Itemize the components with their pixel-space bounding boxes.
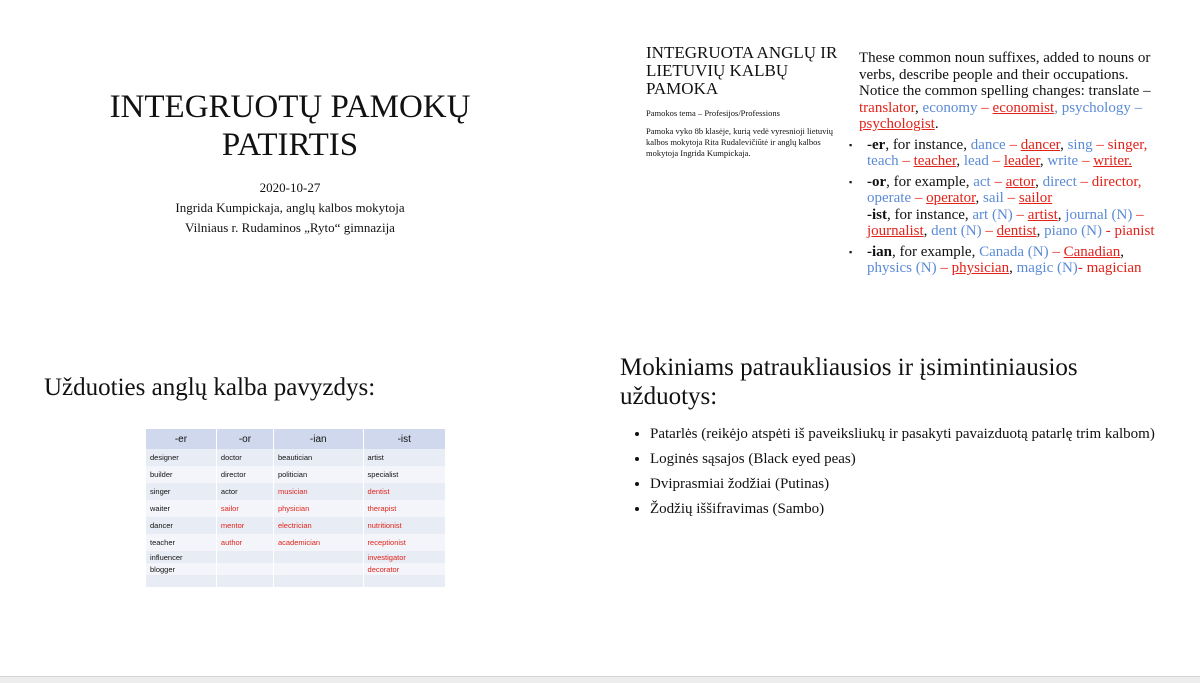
slide-suffixes[interactable] xyxy=(640,42,1160,282)
table-cell: influencer xyxy=(146,551,216,563)
table-row xyxy=(146,466,446,483)
suffix-explanation xyxy=(849,50,1159,277)
table-cell: politician xyxy=(273,466,363,483)
table-row xyxy=(146,517,446,534)
suffix-table xyxy=(146,429,446,587)
table-cell: electrician xyxy=(273,517,363,534)
slide3-heading: Užduoties anglų kalba pavyzdys: xyxy=(44,374,376,401)
table-row xyxy=(146,534,446,551)
table-cell: decorator xyxy=(363,563,445,575)
bullet-icon: ▪ xyxy=(849,139,853,150)
table-cell: director xyxy=(216,466,273,483)
suffix-ist-cont: journalist, dent (N) – dentist, piano (N) - pianist xyxy=(867,223,1155,239)
slide1-title xyxy=(30,88,550,164)
column-header: -or xyxy=(216,429,273,449)
table-cell: doctor xyxy=(216,449,273,466)
suffix-or: ▪ -or, for example, act – actor, direct – director, xyxy=(849,173,1142,190)
table-cell: investigator xyxy=(363,551,445,563)
table-cell xyxy=(146,575,216,587)
table-row xyxy=(146,500,446,517)
table-cell: waiter xyxy=(146,500,216,517)
intro-line: These common noun suffixes, added to nouns or xyxy=(859,50,1151,66)
table-cell xyxy=(273,575,363,587)
table-cell: author xyxy=(216,534,273,551)
bullet-icon: ▪ xyxy=(849,246,853,257)
suffix-ian: ▪ -ian, for example, Canada (N) – Canadian, xyxy=(849,243,1125,260)
list-item: • Žodžių iššifravimas (Sambo) xyxy=(650,500,1160,519)
example-line: translator, economy – economist, psychology – xyxy=(859,99,1143,116)
table-cell: artist xyxy=(363,449,445,466)
task-list xyxy=(636,425,1160,525)
list-item: • Dviprasmiai žodžiai (Putinas) xyxy=(650,475,1160,494)
table-cell: therapist xyxy=(363,500,445,517)
table-cell: singer xyxy=(146,483,216,500)
slide-favorite-tasks[interactable] xyxy=(610,345,1170,575)
table-cell: actor xyxy=(216,483,273,500)
table-cell: nutritionist xyxy=(363,517,445,534)
table-cell: sailor xyxy=(216,500,273,517)
table-cell: mentor xyxy=(216,517,273,534)
column-header: -ian xyxy=(273,429,363,449)
slide4-heading: Mokiniams patraukliausios ir įsimintiniausios užduotys: xyxy=(620,354,1078,410)
table-cell: beautician xyxy=(273,449,363,466)
table-cell xyxy=(273,563,363,575)
school: Vilniaus r. Rudaminos „Ryto“ gimnazija xyxy=(185,220,395,235)
table-cell: teacher xyxy=(146,534,216,551)
slide2-topic: Pamokos tema – Profesijos/Professions xyxy=(646,108,780,118)
list-item: • Loginės sąsajos (Black eyed peas) xyxy=(650,450,1160,469)
slide-title[interactable] xyxy=(30,60,550,290)
slide1-meta xyxy=(30,178,550,238)
date: 2020-10-27 xyxy=(259,180,321,195)
intro-line: verbs, describe people and their occupations. xyxy=(859,66,1129,83)
table-cell xyxy=(216,575,273,587)
table-cell: physician xyxy=(273,500,363,517)
table-cell xyxy=(363,575,445,587)
bottom-scrollbar[interactable] xyxy=(0,676,1200,683)
suffix-ist: -ist, for instance, art (N) – artist, journal (N) – xyxy=(867,206,1144,223)
bullet-icon: ▪ xyxy=(849,176,853,187)
table-cell: dentist xyxy=(363,483,445,500)
slide2-body: Pamoka vyko 8b klasėje, kurią vedė vyresnioji lietuvių kalbos mokytoja Rita Rudalevičiūtė ir anglų kalbos mokytoja Ingrida Kumpickaja. xyxy=(646,126,833,158)
column-header: -er xyxy=(146,429,216,449)
list-item: • Patarlės (reikėjo atspėti iš paveiksliukų ir pasakyti pavaizduotą patarlę trim kalbom) xyxy=(650,425,1160,444)
column-header: -ist xyxy=(363,429,445,449)
table-cell: receptionist xyxy=(363,534,445,551)
table-row xyxy=(146,483,446,500)
table-header-row xyxy=(146,429,446,449)
table-row xyxy=(146,551,446,563)
table-row xyxy=(146,575,446,587)
table-cell: builder xyxy=(146,466,216,483)
table-cell: dancer xyxy=(146,517,216,534)
suffix-ian-cont: physics (N) – physician, magic (N)- magician xyxy=(867,260,1142,276)
example-line: psychologist. xyxy=(859,116,939,132)
intro-line: Notice the common spelling changes: translate – xyxy=(859,83,1151,99)
suffix-er-cont: teach – teacher, lead – leader, write – writer. xyxy=(867,153,1132,169)
table-cell xyxy=(216,551,273,563)
table-cell: specialist xyxy=(363,466,445,483)
table-cell: blogger xyxy=(146,563,216,575)
table-cell xyxy=(216,563,273,575)
author: Ingrida Kumpickaja, anglų kalbos mokytoja xyxy=(175,200,405,215)
title-line-2: PATIRTIS xyxy=(221,127,359,163)
title-line-1: INTEGRUOTŲ PAMOKŲ xyxy=(109,89,471,125)
table-cell xyxy=(273,551,363,563)
table-row xyxy=(146,563,446,575)
suffix-er: ▪ -er, for instance, dance – dancer, sing – singer, xyxy=(849,136,1148,153)
slide-task-example[interactable] xyxy=(30,365,570,615)
suffix-or-cont: operate – operator, sail – sailor xyxy=(867,190,1053,206)
table-row xyxy=(146,449,446,466)
slide2-heading: INTEGRUOTA ANGLŲ IR LIETUVIŲ KALBŲ PAMOKA xyxy=(646,43,838,98)
table-cell: academician xyxy=(273,534,363,551)
table-cell: designer xyxy=(146,449,216,466)
table-cell: musician xyxy=(273,483,363,500)
